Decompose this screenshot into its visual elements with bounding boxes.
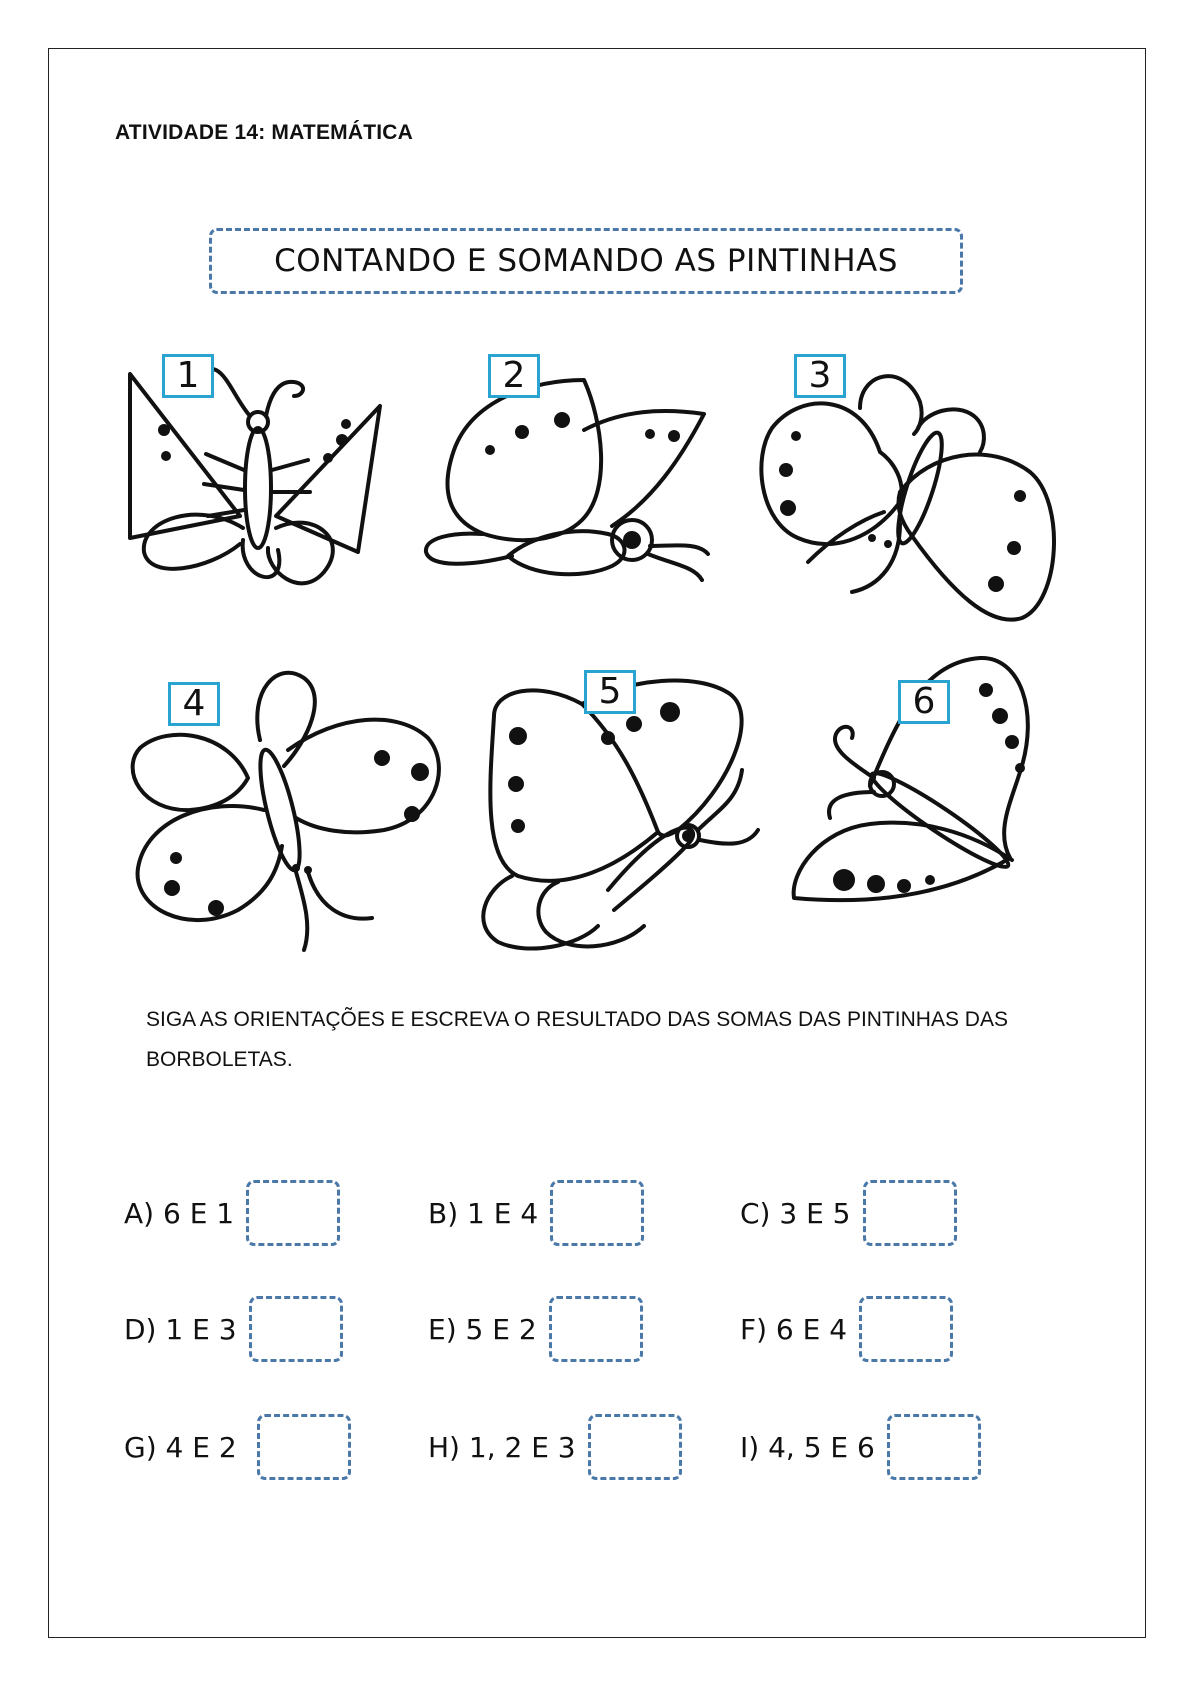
butterfly-5-dots	[508, 702, 680, 833]
exercise-i	[740, 1414, 981, 1480]
exercise-g-label: G) 4 E 2	[124, 1430, 237, 1464]
answer-box-c[interactable]	[863, 1180, 957, 1246]
title-banner	[209, 228, 963, 294]
butterfly-label-1: 1	[162, 354, 214, 398]
activity-title: ATIVIDADE 14: MATEMÁTICA	[115, 121, 414, 144]
butterfly-4	[128, 670, 458, 960]
answer-box-a[interactable]	[246, 1180, 340, 1246]
exercise-f	[740, 1296, 953, 1362]
exercise-i-label: I) 4, 5 E 6	[740, 1430, 875, 1464]
exercise-c	[740, 1180, 957, 1246]
exercise-b	[428, 1180, 644, 1246]
exercise-d-label: D) 1 E 3	[124, 1312, 237, 1346]
butterfly-1	[118, 355, 418, 610]
butterfly-3-drawing	[760, 372, 1080, 632]
answer-box-g[interactable]	[257, 1414, 351, 1480]
butterfly-6	[790, 652, 1070, 942]
butterfly-3	[760, 355, 1080, 632]
butterfly-label-5: 5	[584, 670, 636, 714]
exercise-a-label: A) 6 E 1	[124, 1196, 235, 1230]
butterfly-label-6: 6	[898, 680, 950, 724]
answer-box-e[interactable]	[549, 1296, 643, 1362]
answer-box-b[interactable]	[550, 1180, 644, 1246]
answer-box-h[interactable]	[588, 1414, 682, 1480]
exercise-h	[428, 1414, 682, 1480]
exercise-e-label: E) 5 E 2	[428, 1312, 537, 1346]
exercise-d	[124, 1296, 343, 1362]
exercise-f-label: F) 6 E 4	[740, 1312, 848, 1346]
butterfly-2	[412, 355, 732, 600]
exercise-a	[124, 1180, 340, 1246]
answer-box-i[interactable]	[887, 1414, 981, 1480]
exercise-e	[428, 1296, 643, 1362]
butterfly-5	[478, 671, 798, 960]
exercise-c-label: C) 3 E 5	[740, 1196, 851, 1230]
banner-title: CONTANDO E SOMANDO AS PINTINHAS	[274, 243, 898, 279]
butterfly-label-4: 4	[168, 682, 220, 726]
butterfly-5-drawing	[478, 680, 798, 960]
butterfly-2-drawing	[412, 370, 732, 600]
exercise-g	[124, 1414, 351, 1480]
instruction-text: SIGA AS ORIENTAÇÕES E ESCREVA O RESULTADO DAS SOMAS DAS PINTINHAS DAS BORBOLETAS.	[146, 1008, 1008, 1071]
butterfly-label-3: 3	[794, 354, 846, 398]
answer-box-f[interactable]	[859, 1296, 953, 1362]
butterfly-label-2: 2	[488, 354, 540, 398]
exercise-h-label: H) 1, 2 E 3	[428, 1430, 576, 1464]
answer-box-d[interactable]	[249, 1296, 343, 1362]
butterfly-1-dots	[158, 419, 351, 463]
butterfly-2-dots	[485, 412, 680, 455]
exercise-b-label: B) 1 E 4	[428, 1196, 539, 1230]
